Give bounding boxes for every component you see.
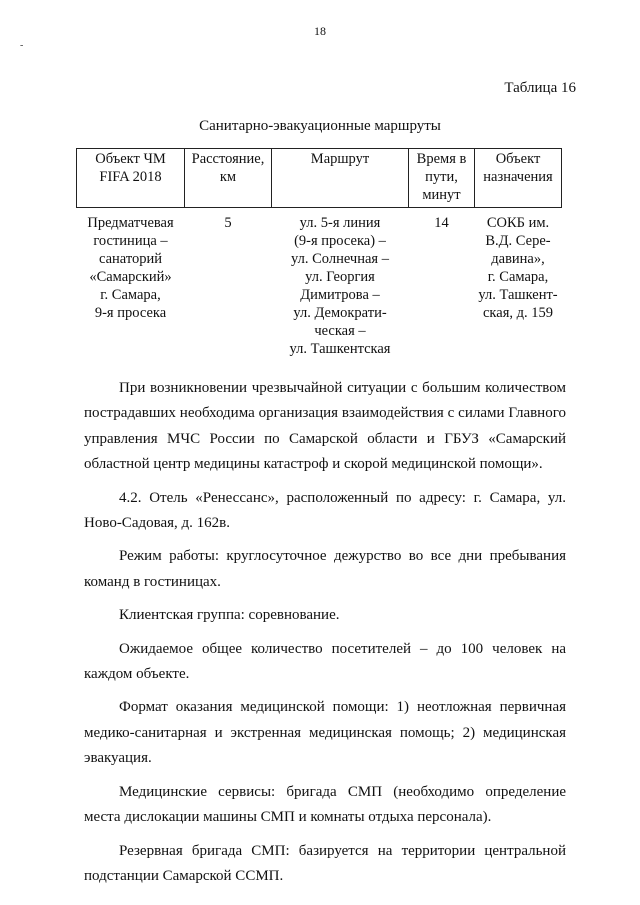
paragraph-emergency: При возникновении чрезвычайной ситуации с большим количеством пострадавших необходима организация взаимодействия с силами Главного управления МЧС России по Самарской области и ГБУЗ «Самарский областной центр медицины катастроф и скорой медицинской помощи». <box>84 380 566 473</box>
cell-destination: СОКБ им. В.Д. Сере- давина», г. Самара, ул. Ташкент- ская, д. 159 <box>478 215 558 321</box>
paragraph-visitors: Ожидаемое общее количество посетителей – до 100 человек на каждом объекте. <box>84 640 566 683</box>
cell-distance: 5 <box>224 215 232 231</box>
header-object: Объект ЧМ FIFA 2018 <box>77 149 185 208</box>
paragraph-client-group: Клиентская группа: соревнование. <box>119 607 340 624</box>
paragraph-work-mode: Режим работы: круглосуточное дежурство во все дни пребывания команд в гостиницах. <box>84 548 566 590</box>
edge-mark: - <box>20 40 24 51</box>
paragraph-care-format: Формат оказания медицинской помощи: 1) неотложная первичная медико-санитарная и экстренная медицинская помощь; 2) медицинская эвакуация. <box>84 699 566 767</box>
header-distance: Расстояние, км <box>185 149 272 208</box>
table-header-row <box>77 149 562 208</box>
cell-object: Предматчевая гостиница – санаторий «Самарский» г. Самара, 9-я просека <box>87 215 174 321</box>
table-row <box>77 208 562 359</box>
paragraph-reserve-team: Резервная бригада СМП: базируется на территории центральной подстанции Самарской ССМП. <box>84 842 566 884</box>
table-title: Санитарно-эвакуационные маршруты <box>199 118 441 134</box>
page-number: 18 <box>314 24 326 38</box>
header-destination: Объект назначения <box>475 149 562 208</box>
routes-table <box>76 148 562 358</box>
cell-time: 14 <box>434 215 449 231</box>
body-text <box>84 376 566 897</box>
header-route: Маршрут <box>272 149 409 208</box>
paragraph-hotel-address: 4.2. Отель «Ренессанс», расположенный по адресу: г. Самара, ул. Ново-Садовая, д. 162в. <box>84 489 566 532</box>
paragraph-medical-services: Медицинские сервисы: бригада СМП (необходимо определение места дислокации машины СМП и комнаты отдыха персонала). <box>84 783 566 826</box>
table-label: Таблица 16 <box>504 80 576 96</box>
cell-route: ул. 5-я линия (9-я просека) – ул. Солнечная – ул. Георгия Димитрова – ул. Демократи- ческая – ул. Ташкентская <box>289 215 391 357</box>
header-time: Время в пути, минут <box>409 149 475 208</box>
